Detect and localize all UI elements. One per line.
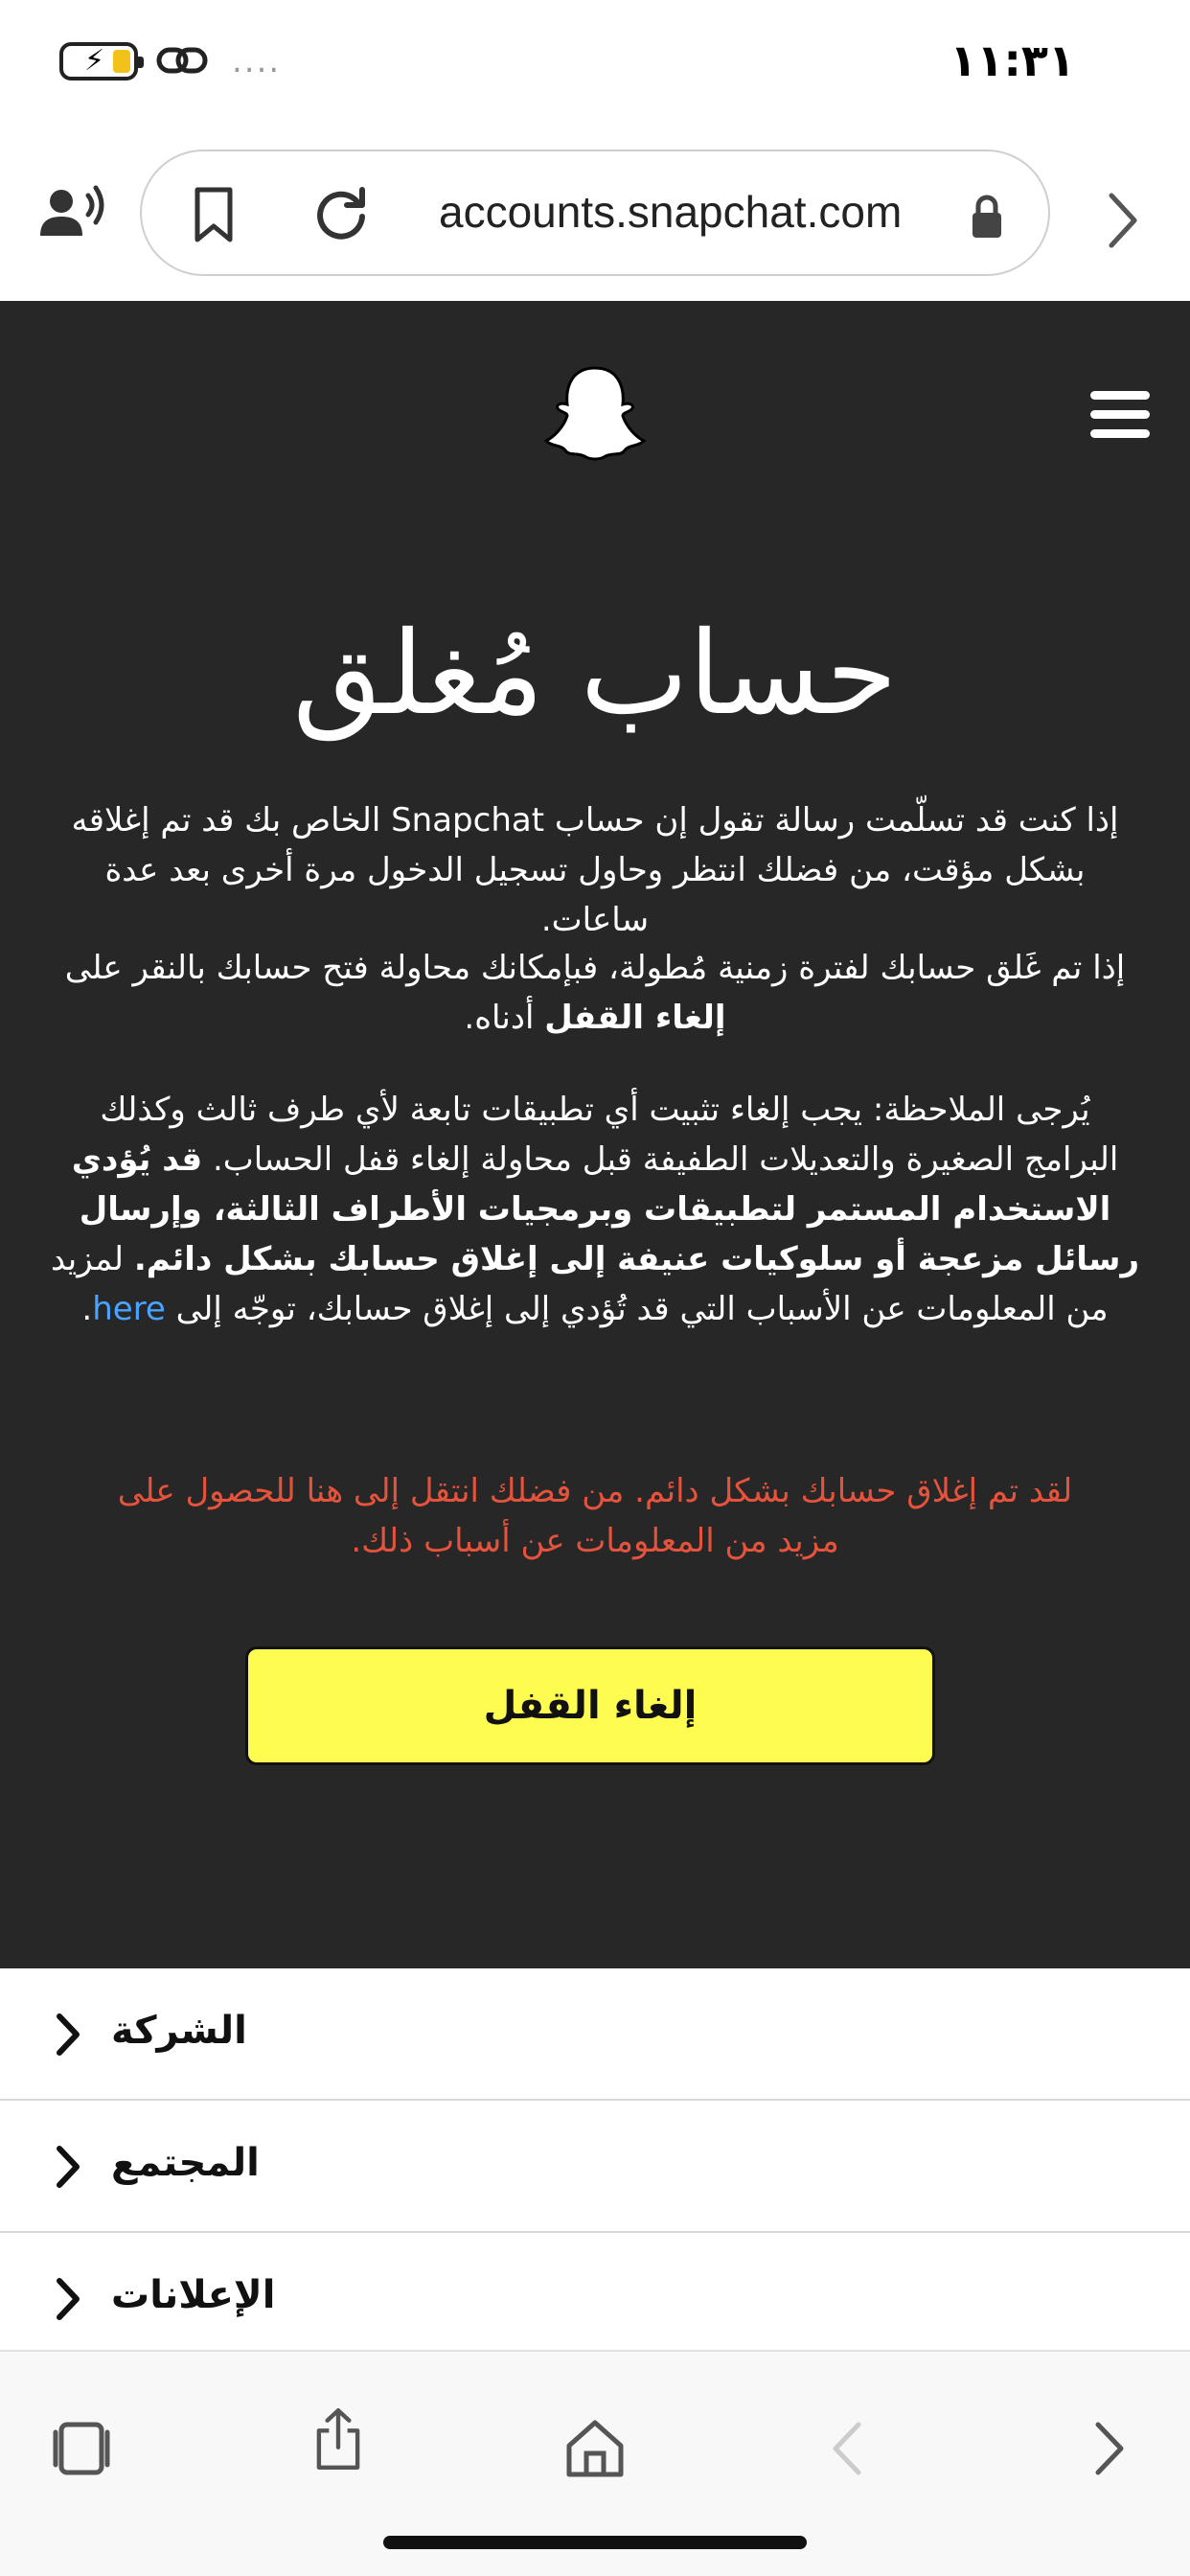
share-icon[interactable] [305,2405,372,2472]
para3-suffix: لمزيد من المعلومات عن الأسباب التي قد تُؤدي إلى إغلاق حسابك، توجّه إلى [50,1240,1109,1328]
footer-item-community[interactable] [0,2101,1190,2233]
para2-prefix: إذا تم غَلق حسابك لفترة زمنية مُطولة، فبإمكانك محاولة فتح حسابك بالنقر على [64,949,1126,987]
reader-icon[interactable] [33,176,109,253]
para3-prefix: يُرجى الملاحظة: يجب إلغاء تثبيت أي تطبيقات تابعة لأي طرف ثالث وكذلك البرامج الصغيرة والتعديلات الطفيفة قبل محاولة إلغاء قفل الحساب. [100,1091,1119,1179]
home-icon[interactable] [561,2415,629,2482]
battery-fill [113,50,130,73]
browser-bar [0,134,1190,301]
para2-bold: إلغاء القفل [544,999,726,1037]
footer-label: الشركة [111,2009,247,2053]
here-link[interactable]: here [92,1290,166,1328]
info-paragraph-1: إذا كنت قد تسلّمت رسالة تقول إن حساب Snapchat الخاص بك قد تم إغلاقه بشكل مؤقت، من فضلك انتظر وحاول تسجيل الدخول مرة أخرى بعد عدة ساعات. [71,801,1119,939]
forward-icon[interactable] [1077,2415,1144,2482]
chevron-right-icon [52,2275,84,2323]
main-content [0,301,1190,1968]
bookmark-icon[interactable] [190,186,238,243]
tabs-icon[interactable] [48,2415,115,2482]
info-paragraph-3 [48,1085,1142,1334]
footer-item-ads[interactable] [0,2233,1190,2365]
url-bar[interactable] [140,150,1050,276]
status-time: ١١:٣١ [950,34,1075,86]
error-message: لقد تم إغلاق حسابك بشكل دائم. من فضلك انتقل إلى هنا للحصول على مزيد من المعلومات عن أسباب ذلك. [117,1472,1073,1560]
url-text[interactable]: accounts.snapchat.com [439,187,903,237]
link-icon [155,42,209,80]
footer-label: المجتمع [111,2141,260,2185]
chevron-right-icon[interactable] [1094,182,1152,259]
para2-suffix: أدناه. [464,999,535,1037]
back-icon[interactable] [816,2415,883,2482]
info-paragraph-2 [48,943,1142,1043]
para3-end: . [81,1290,93,1328]
status-bar [0,0,1190,134]
page-title: حساب مُغلق [292,608,898,741]
status-left [59,42,281,80]
snapchat-ghost-icon[interactable] [542,360,648,466]
status-dots: .... [232,42,282,80]
chevron-right-icon [52,2143,84,2191]
bolt-icon: ⚡ [84,44,105,78]
battery-charging-icon [59,42,138,80]
unlock-button[interactable]: إلغاء القفل [245,1646,935,1765]
reload-icon[interactable] [310,182,372,243]
footer-label: الإعلانات [111,2273,276,2317]
para3-bold: قد يُؤدي الاستخدام المستمر لتطبيقات وبرمجيات الأطراف الثالثة، وإرسال رسائل مزعجة أو سلوكيات عنيفة إلى إغلاق حسابك بشكل دائم. [71,1140,1140,1278]
chevron-right-icon [52,2011,84,2058]
menu-icon[interactable] [1090,391,1150,439]
home-indicator [383,2536,807,2549]
footer-item-company[interactable] [0,1968,1190,2101]
lock-icon [970,194,1004,240]
